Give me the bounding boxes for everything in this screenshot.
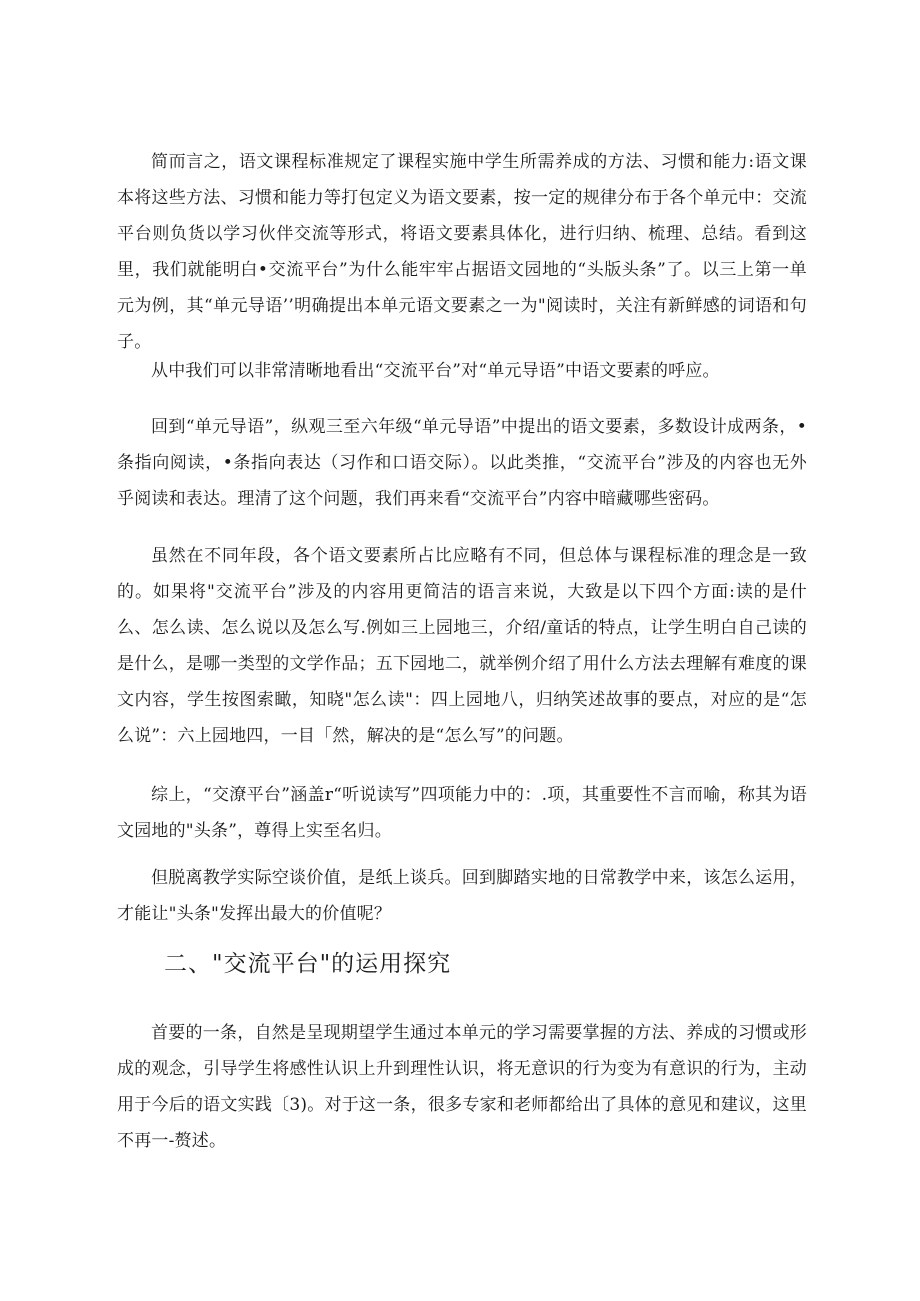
paragraph-summary: 简而言之，语文课程标准规定了课程实施中学生所需养成的方法、习惯和能力:语文课本将这些方法、习惯和能力等打包定义为语文要素，按一定的规律分布于各个单元中：交流平台则负货以学习伙伴交流等形式，将语文要素具体化，进行归纳、梳理、总结。看到这里，我们就能明白•交流平台”为什么能牢牢占据语文园地的“头版头条”了。以三上第一单元为例，其“单元导语’’明确提出本单元语文要素之一为"阅读时，关注有新鲜感的词语和句子。 [117, 152, 807, 352]
paragraph-conclusion: 综上，“交潦平台”涵盖r“听说读写”四项能力中的：.项，其重要性不言而喻，称其为语文园地的"头条”，尊得上实至名归。 [117, 785, 807, 841]
paragraph-first-point: 首要的一条，自然是呈现期望学生通过本单元的学习需要掌握的方法、养成的习惯或形成的观念，引导学生将感性认识上升到理性认识，将无意识的行为变为有意识的行为，主动用于今后的语文实践〔3)。对于这一条，很多专家和老师都给出了具体的意见和建议，这里不再一-赘述。 [117, 1023, 807, 1151]
section-heading: 二、"交流平台"的运用探究 [164, 951, 452, 977]
paragraph-unit-guide: 回到“单元导语”，纵观三至六年级“单元导语”中提出的语文要素，多数设计成两条，•条指向阅读，•条指向表达（习作和口语交际）。以此类推，“交流平台”涉及的内容也无外乎阅读和表达。理清了这个问题，我们再来看“交流平台”内容中暗藏哪些密码。 [117, 417, 807, 509]
paragraph-correspondence: 从中我们可以非常清晰地看出“交流平台”对“单元导语”中语文要素的呼应。 [151, 361, 720, 381]
paragraph-transition: 但脱离教学实际空谈价值，是纸上谈兵。回到脚踏实地的日常教学中来，该怎么运用，才能让"头条"发挥出最大的价值呢？ [117, 868, 807, 924]
paragraph-four-aspects: 虽然在不同年段，各个语文要素所占比应略有不同，但总体与课程标准的理念是一致的。如果将"交流平台”涉及的内容用更简洁的语言来说，大致是以下四个方面:读的是什么、怎么读、怎么说以及怎么写.例如三上园地三，介绍/童话的特点，让学生明白自己读的是什么，是哪一类型的文学作品；五下园地二，就举例介绍了用什么方法去理解有难度的课文内容，学生按图索瞰，知晓"怎么读"：四上园地八，归纳笑述故事的要点，对应的是“怎么说”：六上园地四，一目「然，解决的是“怎么写”的问题。 [117, 546, 807, 746]
